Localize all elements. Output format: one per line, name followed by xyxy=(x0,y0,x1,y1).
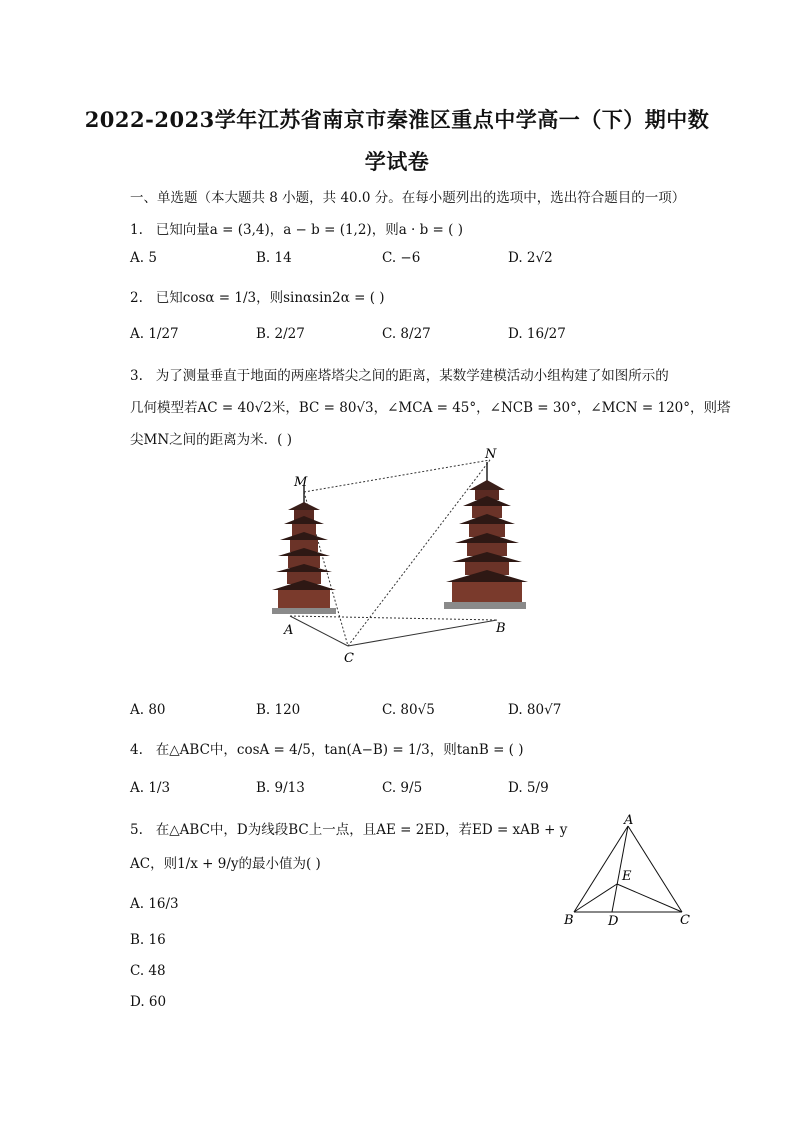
q5-option-d: D. 60 xyxy=(130,994,167,1010)
label-a: A xyxy=(624,813,634,828)
q5-option-a: A. 16/3 xyxy=(130,896,179,912)
q1-option-c: C. −6 xyxy=(382,250,421,266)
question-5-text1: 在△ABC中，D为线段BC上一点，且AE = 2ED，若ED = xAB + y xyxy=(155,822,568,838)
label-a: A xyxy=(284,623,294,638)
question-3-line1 xyxy=(130,364,669,384)
q4-option-d: D. 5/9 xyxy=(508,780,549,796)
question-2-stem xyxy=(130,286,385,306)
question-3-number: 3. xyxy=(130,368,143,384)
question-2-number: 2. xyxy=(130,290,143,306)
right-pagoda-icon xyxy=(444,462,528,609)
label-b: B xyxy=(496,621,506,636)
label-m: M xyxy=(294,475,308,490)
question-1-text: 已知向量a = (3,4)，a − b = (1,2)，则a · b = ( ) xyxy=(155,222,463,238)
q3-option-c: C. 80√5 xyxy=(382,702,435,718)
q2-option-a: A. 1/27 xyxy=(130,326,179,342)
question-1-stem xyxy=(130,218,463,238)
exam-title-line1: 2022-2023学年江苏省南京市秦淮区重点中学高一（下）期中数 xyxy=(84,107,710,132)
q1-option-b: B. 14 xyxy=(256,250,292,266)
question-3-line2: 几何模型若AC = 40√2米，BC = 80√3，∠MCA = 45°，∠NCB = 30°，∠MCN = 120°，则塔 xyxy=(130,400,731,416)
exam-title-line2: 学试卷 xyxy=(364,149,430,174)
question-3-line3: 尖MN之间的距离为米．( ) xyxy=(130,432,292,448)
q4-option-a: A. 1/3 xyxy=(130,780,171,796)
section-heading: 一、单选题（本大题共 8 小题，共 40.0 分。在每小题列出的选项中，选出符合题目的一项） xyxy=(130,190,686,206)
label-b: B xyxy=(564,913,574,928)
label-n: N xyxy=(485,448,497,462)
question-1-number: 1. xyxy=(130,222,143,238)
question-3-text1: 为了测量垂直于地面的两座塔塔尖之间的距离，某数学建模活动小组构建了如图所示的 xyxy=(155,368,669,384)
q1-option-a: A. 5 xyxy=(130,250,157,266)
pagoda-figure xyxy=(262,448,562,668)
question-5-line2: AC，则1/x + 9/y的最小值为( ) xyxy=(130,856,321,872)
q3-option-b: B. 120 xyxy=(256,702,301,718)
q5-option-b: B. 16 xyxy=(130,932,166,948)
left-pagoda-icon xyxy=(272,486,336,614)
question-4-stem xyxy=(130,738,524,758)
q4-option-b: B. 9/13 xyxy=(256,780,305,796)
label-e: E xyxy=(622,869,632,884)
q4-option-c: C. 9/5 xyxy=(382,780,423,796)
q1-option-d: D. 2√2 xyxy=(508,250,553,266)
question-5-number: 5. xyxy=(130,822,143,838)
triangle-figure xyxy=(560,812,700,932)
label-d: D xyxy=(608,914,619,929)
q5-option-c: C. 48 xyxy=(130,963,166,979)
question-4-text: 在△ABC中，cosA = 4/5，tan(A−B) = 1/3，则tanB = ( ) xyxy=(155,742,524,758)
question-4-number: 4. xyxy=(130,742,143,758)
q3-option-d: D. 80√7 xyxy=(508,702,562,718)
label-c: C xyxy=(344,651,354,666)
label-c: C xyxy=(680,913,690,928)
question-2-text: 已知cosα = 1/3，则sinαsin2α = ( ) xyxy=(155,290,385,306)
q2-option-b: B. 2/27 xyxy=(256,326,305,342)
question-5-line1 xyxy=(130,818,567,838)
q2-option-d: D. 16/27 xyxy=(508,326,566,342)
q3-option-a: A. 80 xyxy=(130,702,166,718)
q2-option-c: C. 8/27 xyxy=(382,326,431,342)
